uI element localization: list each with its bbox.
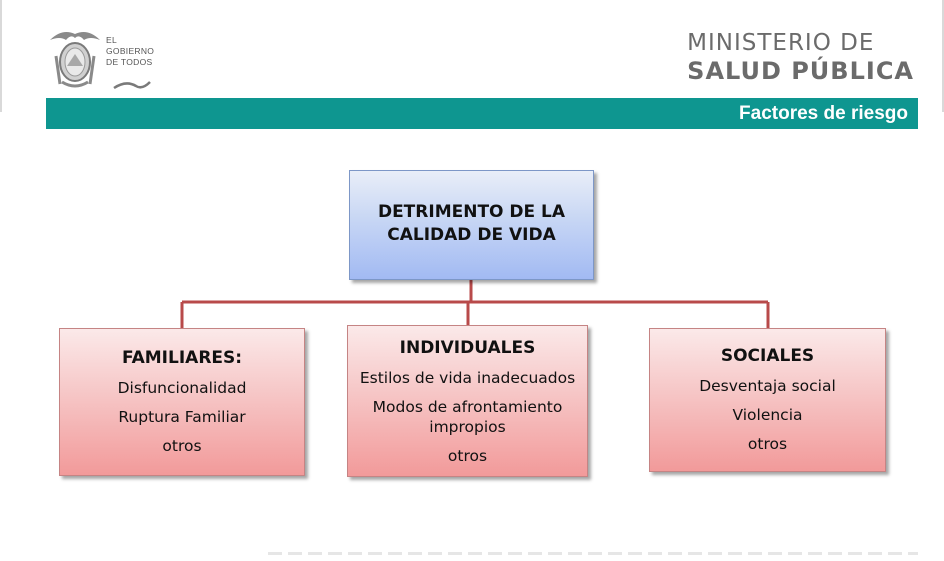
root-node-label: DETRIMENTO DE LA CALIDAD DE VIDA <box>377 202 566 245</box>
node-title: SOCIALES <box>720 346 815 366</box>
node-sociales <box>649 328 886 472</box>
node-familiares <box>59 328 305 476</box>
government-logo-text: EL GOBIERNO DE TODOS <box>106 35 155 67</box>
root-node <box>349 170 594 280</box>
node-item: Desventaja social <box>699 377 836 395</box>
node-item: Modos de afrontamiento impropios <box>372 398 563 436</box>
node-item: Estilos de vida inadecuados <box>359 369 576 387</box>
node-item: Violencia <box>732 406 803 424</box>
ministry-line-1: MINISTERIO DE <box>687 30 875 56</box>
node-item: Ruptura Familiar <box>118 408 246 426</box>
node-item: otros <box>747 435 788 453</box>
node-item: Disfuncionalidad <box>117 379 247 397</box>
node-title: INDIVIDUALES <box>399 338 536 358</box>
node-item: otros <box>447 447 488 465</box>
ministry-line-2: SALUD PÚBLICA <box>687 57 914 85</box>
node-title: FAMILIARES: <box>121 348 243 368</box>
node-individuales <box>347 325 588 477</box>
node-item: otros <box>162 437 202 455</box>
footer-strip <box>268 552 918 555</box>
section-title: Factores de riesgo <box>739 103 908 124</box>
